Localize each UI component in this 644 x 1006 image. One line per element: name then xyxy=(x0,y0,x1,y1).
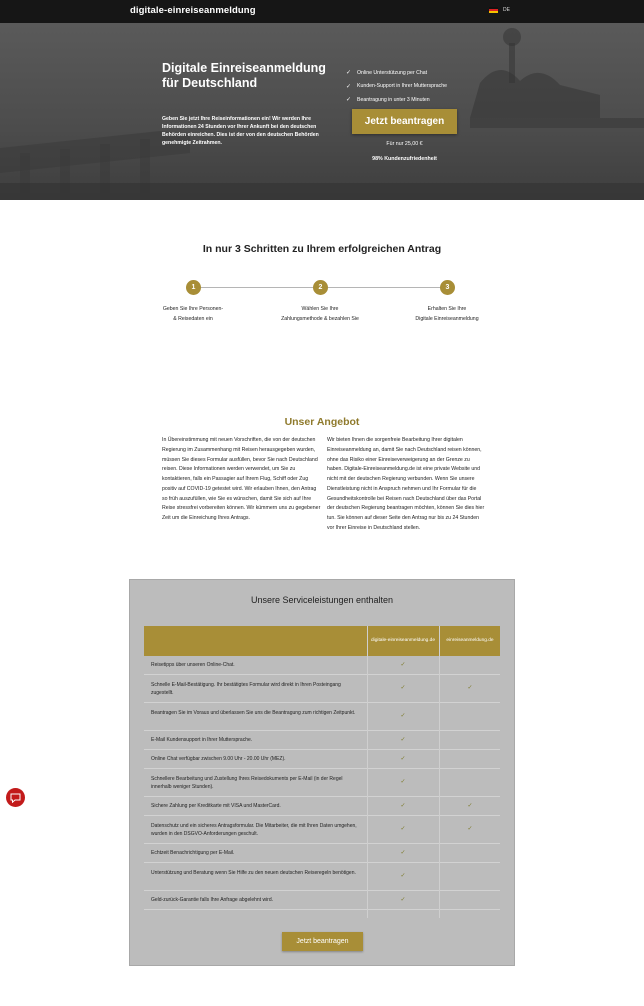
checkmark-icon: ✓ xyxy=(346,70,352,77)
hero-features-list xyxy=(346,66,447,107)
language-label: DE xyxy=(503,7,510,13)
step-1-badge: 1 xyxy=(186,280,201,295)
included-check-icon: ✓ xyxy=(467,802,473,809)
included-check-icon: ✓ xyxy=(400,896,406,903)
column-divider xyxy=(367,626,368,918)
hero-banner xyxy=(0,23,644,200)
comparison-row-text: Echtzeit Benachrichtigung per E-Mail. xyxy=(151,850,235,857)
included-check-icon: ✓ xyxy=(400,826,406,832)
comparison-row xyxy=(144,731,500,750)
offer-text-left: In Übereinstimmung mit neuen Vorschriften, die von der deutschen Regierung im Zusammenhang mit Reisen herausgegeben wurden, müssen Sie dieses Formular ausfüllen, bevor Sie nach Deutschland reisen. Diese Informationen werden verwendet, um Sie zu kontaktieren, falls ein Passagier auf Ihrem Flug, Schiff oder Zug positiv auf COVID-19 getestet wird. Wir erlauben Ihnen, den Antrag so früh auszufüllen, wie Sie es wünschen, damit Sie sich auf Ihre Reise stressfrei vorbereiten können. Wir kümmern uns zu gegebener Zeit um die Einreichung Ihres Antrags. xyxy=(162,437,321,521)
comparison-row-text: Geld-zurück-Garantie falls Ihre Anfrage abgelehnt wird. xyxy=(151,897,274,904)
included-check-icon: ✓ xyxy=(400,661,406,668)
price-text: Für nur 25,00 € xyxy=(386,141,423,147)
services-title: Unsere Serviceleistungen enthalten xyxy=(250,595,394,605)
included-check-icon: ✓ xyxy=(400,685,406,691)
comparison-row-text: Datenschutz und ein sicheres Antragsformular. Die Mitarbeiter, die mit Ihren Daten umgehen, wurden in den DSGVO-Anforderungen geschult. xyxy=(151,822,357,837)
apply-now-bottom-button[interactable]: Jetzt beantragen xyxy=(282,932,363,951)
comparison-row xyxy=(144,750,500,769)
comparison-row-text: Sichere Zahlung per Kreditkarte mit VISA und MasterCard. xyxy=(151,803,281,810)
comparison-row xyxy=(144,769,500,797)
comparison-row xyxy=(144,675,500,703)
hero-title: Digitale Einreiseanmeldung für Deutschland xyxy=(162,61,326,90)
language-selector[interactable] xyxy=(489,7,510,13)
included-check-icon: ✓ xyxy=(400,873,406,879)
comparison-row-text: Online Chat verfügbar zwischen 9.00 Uhr - 20.00 Uhr (MEZ). xyxy=(151,756,286,763)
step-3-badge: 3 xyxy=(440,280,455,295)
comparison-row xyxy=(144,656,500,675)
step-1-text: Geben Sie Ihre Personen- & Reisedaten ein xyxy=(162,306,224,322)
checkmark-icon: ✓ xyxy=(346,83,352,90)
comparison-row xyxy=(144,703,500,731)
included-check-icon: ✓ xyxy=(467,826,473,832)
included-check-icon: ✓ xyxy=(400,779,406,785)
feature-item: ✓ Beantragung in unter 3 Minuten xyxy=(346,96,430,104)
step-2-badge: 2 xyxy=(313,280,328,295)
column-divider xyxy=(439,626,440,918)
satisfaction-text: 98% Kundenzufriedenheit xyxy=(372,156,437,162)
included-check-icon: ✓ xyxy=(400,849,406,856)
offer-text-right: Wir bieten Ihnen die sorgenfreie Bearbeitung Ihrer digitalen Einreiseanmeldung an, damit Sie nach Deutschland reisen können, ohne das Risiko einer Einreiseverweigerung an der Grenze zu haben. Digitale-Einreiseanmeldung.de ist eine private Website und nicht mit der deutschen Regierung verbunden. Wenn Sie unsere Dienstleistung nicht in Anspruch nehmen und Ihr Formular für die Gesundheitskontrolle bei Reisen nach Deutschland über das Portal der deutschen Regierung beantragen möchten, können Sie dies hier tun. Sie können auf dieser Seite den Antrag nur bis zu 24 Stunden vor Ihrer Einreise in Deutschland stellen. xyxy=(327,437,485,531)
comparison-row-text: Beantragen Sie im Voraus und überlassen Sie uns die Beantragung zum richtigen Zeitpunkt. xyxy=(151,709,356,716)
step-2-text: Wählen Sie Ihre Zahlungsmethode & bezahlen Sie xyxy=(281,306,359,322)
chat-bubble-icon xyxy=(10,793,21,803)
comparison-row xyxy=(144,844,500,863)
brandenburg-gate-image xyxy=(0,23,644,200)
step-3-text: Erhalten Sie Ihre Digitale Einreiseanmeldung xyxy=(415,306,479,322)
comparison-row-text: E-Mail Kundensupport in Ihrer Muttersprache. xyxy=(151,737,253,744)
comparison-row xyxy=(144,891,500,910)
included-check-icon: ✓ xyxy=(400,755,406,762)
german-flag-icon xyxy=(489,7,498,13)
site-logo[interactable]: digitale-einreiseanmeldung xyxy=(130,5,256,16)
offer-title: Unser Angebot xyxy=(284,416,360,428)
included-check-icon: ✓ xyxy=(467,685,473,691)
services-comparison-panel xyxy=(129,579,515,966)
comparison-row-text: Reisetipps über unseren Online-Chat. xyxy=(151,662,235,669)
top-navigation-bar xyxy=(0,0,644,23)
comparison-row xyxy=(144,863,500,891)
live-chat-button[interactable] xyxy=(6,788,25,807)
feature-item: ✓ Kunden-Support in Ihrer Muttersprache xyxy=(346,83,447,90)
comparison-table-header xyxy=(144,626,500,656)
column-header-our-service: digitale-einreiseanmeldung.de xyxy=(370,638,435,643)
included-check-icon: ✓ xyxy=(400,802,406,809)
comparison-row-text: Unterstützung und Beratung wenn Sie Hilfe zu den neuen deutschen Reiseregeln benötigen. xyxy=(151,869,356,876)
comparison-row-text: Schnelle E-Mail-Bestätigung. Ihr bestätigtes Formular wird direkt in Ihren Posteingang zugestellt. xyxy=(151,681,341,696)
comparison-row-text: Schnellere Bearbeitung und Zustellung Ihres Reisedokuments per E-Mail (in der Regel innerhalb weniger Stunden). xyxy=(151,775,343,790)
checkmark-icon: ✓ xyxy=(346,97,352,104)
included-check-icon: ✓ xyxy=(400,736,406,743)
included-check-icon: ✓ xyxy=(400,713,406,719)
hero-description: Geben Sie jetzt Ihre Reiseinformationen ein! Wir werden Ihre Informationen 24 Stunden vor Ihrer Ankunft bei den deutschen Behörden einreichen. Dies ist der von den deutschen Behörden genehmigte Zeitrahmen. xyxy=(162,116,319,146)
comparison-row xyxy=(144,816,500,844)
feature-item: ✓ Online Unterstützung per Chat xyxy=(346,69,428,77)
column-header-government: einreiseanmeldung.de xyxy=(446,638,494,643)
comparison-row xyxy=(144,797,500,816)
apply-now-button[interactable]: Jetzt beantragen xyxy=(352,109,457,134)
steps-title: In nur 3 Schritten zu Ihrem erfolgreichen Antrag xyxy=(202,243,442,255)
